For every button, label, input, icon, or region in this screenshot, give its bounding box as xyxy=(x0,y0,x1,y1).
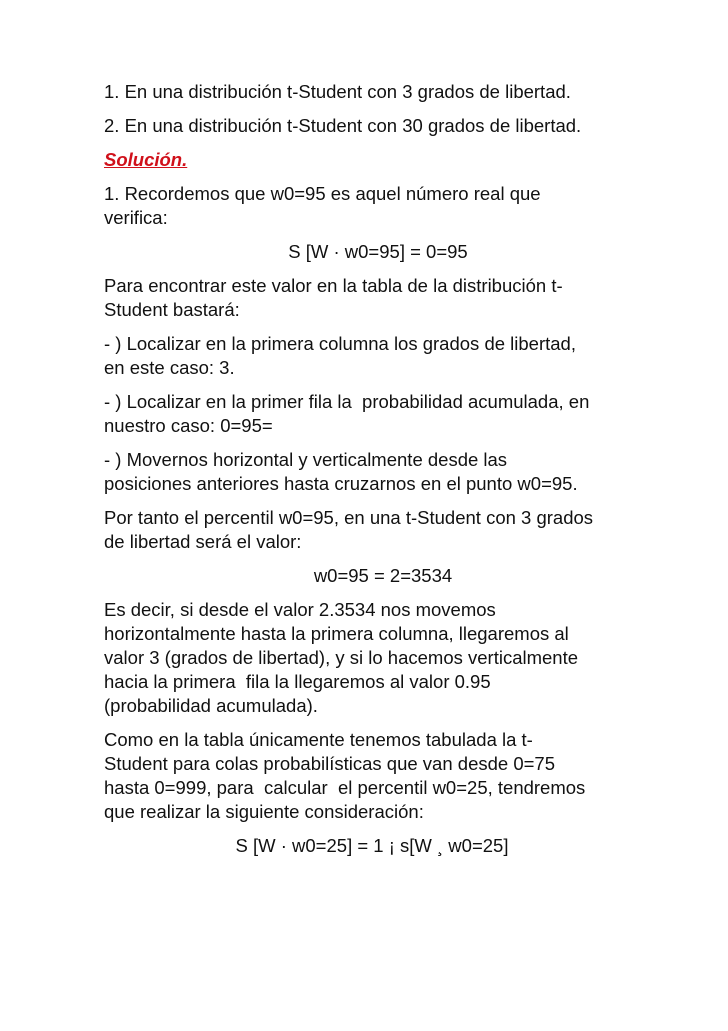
paragraph-table-tails: Como en la tabla únicamente tenemos tabulada la t- Student para colas probabilísticas que van desde 0=75 hasta 0=999, para calcular el percentil w0=25, tendremos que realizar la siguiente consideración: xyxy=(104,729,586,822)
step-locate-row: - ) Localizar en la primer fila la probabilidad acumulada, en nuestro caso: 0=95= xyxy=(104,391,590,436)
formula-probability-95: S [W · w0=95] = 0=95 xyxy=(288,241,468,262)
formula-complement: S [W · w0=25] = 1 ¡ s[W ¸ w0=25] xyxy=(235,835,509,856)
paragraph-explanation: Es decir, si desde el valor 2.3534 nos movemos horizontalmente hasta la primera columna, llegaremos al valor 3 (grados de libertad), y si lo hacemos verticalmente hacia la primera fila la llegaremos al valor 0.95 (probabilidad acumulada). xyxy=(104,599,579,716)
document-body xyxy=(104,80,634,868)
solution-heading: Solución. xyxy=(104,149,188,170)
paragraph-table-intro: Para encontrar este valor en la tabla de la distribución t- Student bastará: xyxy=(104,275,563,320)
paragraph-percentile: Por tanto el percentil w0=95, en una t-Student con 3 grados de libertad será el valor: xyxy=(104,507,594,552)
exercise-item-2: 2. En una distribución t-Student con 30 grados de libertad. xyxy=(104,115,582,136)
step-locate-column: - ) Localizar en la primera columna los grados de libertad, en este caso: 3. xyxy=(104,333,576,378)
formula-percentile-value: w0=95 = 2=3534 xyxy=(313,565,453,586)
exercise-item-1: 1. En una distribución t-Student con 3 grados de libertad. xyxy=(104,81,571,102)
step-move-cross: - ) Movernos horizontal y verticalmente desde las posiciones anteriores hasta cruzarnos en el punto w0=95. xyxy=(104,449,578,494)
paragraph-recall: 1. Recordemos que w0=95 es aquel número real que verifica: xyxy=(104,183,541,228)
